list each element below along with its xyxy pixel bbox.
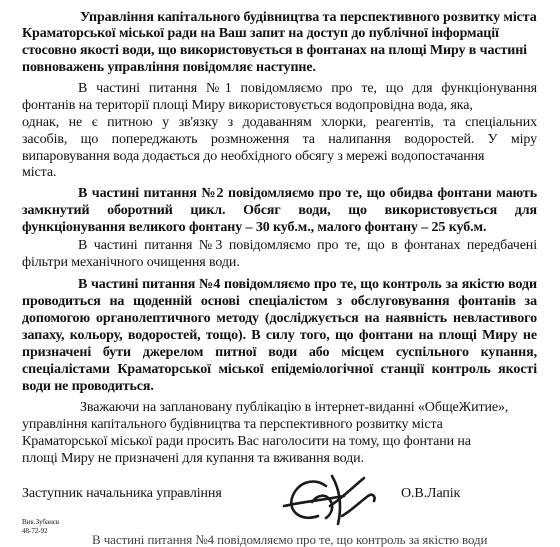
signer-title: Заступник начальника управління [22, 486, 222, 501]
signer-name: О.В.Лапік [401, 486, 461, 501]
paragraph-6-line-1: Зважаючи на заплановану публікацію в інтернет-виданні «ОбщеЖитие», [80, 400, 509, 415]
paragraph-5-line-5: призначені бути джерелом питної води або місцем суспільного купання, [22, 345, 537, 360]
paragraph-2-line-1: В частині питання №1 повідомляємо про те, що для функціонування [78, 81, 537, 96]
paragraph-3-line-1: В частині питання №2 повідомляємо про те, що обидва фонтани мають [78, 186, 537, 201]
paragraph-3-line-3: функціонування великого фонтану – 30 куб.м., малого фонтану – 25 куб.м. [22, 220, 487, 235]
paragraph-1-line-3: стосовно якості води, що використовується в фонтанах на площі Миру в частині [22, 43, 527, 58]
paragraph-3-line-2: замкнутий оборотний цикл. Обсяг води, що використовується для [22, 203, 537, 218]
paragraph-2-line-2: фонтанів на території площі Миру використовується водопровідна вода, яка, [22, 98, 473, 113]
paragraph-5-line-7: води не проводиться. [22, 379, 154, 394]
paragraph-4-line-2: фільтри механічного очищення води. [22, 255, 240, 270]
paragraph-6-line-4: площі Миру не призначені для купання та вживання води. [22, 451, 364, 466]
paragraph-5-line-2: проводиться на щоденній основі спеціалістом з обслуговування фонтанів за [22, 294, 537, 309]
paragraph-2-line-4: засобів, що попереджають розмноження та налипання водоростей. У міру [22, 132, 537, 147]
paragraph-1-line-1: Управління капітального будівництва та перспективного розвитку міста [80, 10, 537, 25]
paragraph-1-line-2: Краматорської міської ради на Ваш запит на доступ до публічної інформації [22, 26, 499, 41]
handwritten-signature [282, 466, 382, 532]
paragraph-6-line-2: управління капітального будівництва та перспективного розвитку міста [22, 417, 443, 432]
paragraph-2-line-5: випаровування вода додається до необхідного обсягу з мережі водопостачання [22, 149, 485, 164]
cut-off-text-line: В частині питання №4 повідомляємо про те, що контроль за якістю води [92, 532, 488, 547]
paragraph-6-line-3: Краматорської міської ради просить Вас наголосити на тому, що фонтани на [22, 434, 471, 449]
paragraph-5-line-4: запаху, кольору, водоростей, тощо). В силу того, що фонтани на площі Миру не [22, 328, 537, 343]
executor-phone: 48-72-92 [22, 527, 48, 535]
paragraph-4-line-1: В частині питання №3 повідомляємо про те, що в фонтанах передбачені [78, 238, 537, 253]
paragraph-5-line-3: допомогою органолептичного методу (досліджується на наявність невластивого [22, 311, 537, 326]
paragraph-2-line-6: міста. [22, 165, 57, 180]
paragraph-5-line-1: В частині питання №4 повідомляємо про те, що контроль за якістю води [78, 277, 537, 292]
paragraph-2-line-3: однак, не є питною у зв'язку з додаванням хлорки, реагентів, та спеціальних [22, 115, 537, 130]
paragraph-1-line-4: повноважень управління повідомляє наступне. [22, 60, 316, 75]
executor-name: Вик.Зубанєв [22, 518, 60, 526]
paragraph-5-line-6: спеціалістами Краматорської міської епідеміологічної станції контроль якості [22, 362, 537, 377]
